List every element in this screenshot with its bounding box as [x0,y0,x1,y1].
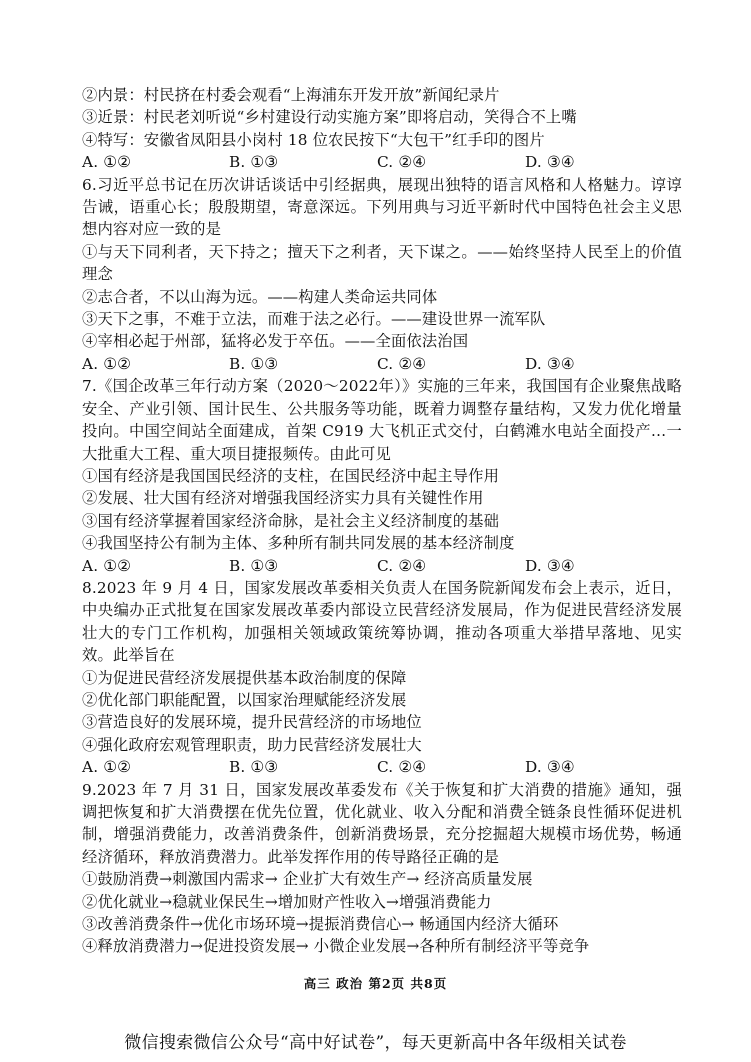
q8-option-b[interactable]: B. ①③ [229,758,279,777]
q6-options [82,353,682,375]
q9-item-2: ②优化就业→稳就业保民生→增加财产性收入→增强消费能力 [82,892,492,911]
q7-option-b[interactable]: B. ①③ [229,556,279,575]
q7-item-4: ④我国坚持公有制为主体、多种所有制共同发展的基本经济制度 [82,534,515,553]
q8-option-c[interactable]: C. ②④ [377,758,427,777]
q7-item-1: ①国有经济是我国国民经济的支柱，在国民经济中起主导作用 [82,466,500,485]
q7-option-a[interactable]: A. ①② [82,556,131,575]
q8-item-1: ①为促进民营经济发展提供基本政治制度的保障 [82,668,407,687]
q9-item-1: ①鼓励消费→刺激国内需求→ 企业扩大有效生产→ 经济高质量发展 [82,870,533,889]
q5-item-4: ④特写：安徽省凤阳县小岗村 18 位农民按下“大包干”红手印的图片 [82,130,545,149]
q7-item-2: ②发展、壮大国有经济对增强我国经济实力具有关键性作用 [82,489,484,508]
q6-option-b[interactable]: B. ①③ [229,354,279,373]
q7-option-d[interactable]: D. ③④ [525,556,575,575]
page-footer: 高三 政治 第2页 共8页 [303,976,448,991]
q8-option-a[interactable]: A. ①② [82,758,131,777]
q9-item-4: ④释放消费潜力→促进投资发展→ 小微企业发展→各种所有制经济平等竞争 [82,937,590,956]
exam-page [82,84,682,958]
q5-item-2: ②内景：村民挤在村委会观看“上海浦东开发开放”新闻纪录片 [82,86,500,104]
q8-item-2: ②优化部门职能配置，以国家治理赋能经济发展 [82,690,407,709]
q8-options [82,756,682,778]
q7-item-3: ③国有经济掌握着国家经济命脉，是社会主义经济制度的基础 [82,511,500,530]
q7-option-c[interactable]: C. ②④ [377,556,427,575]
q8-item-4: ④强化政府宏观管理职责，助力民营经济发展壮大 [82,735,422,754]
q5-option-c[interactable]: C. ②④ [377,153,427,172]
q6-option-c[interactable]: C. ②④ [377,354,427,373]
q5-item-3: ③近景：村民老刘听说“乡村建设行动实施方案”即将启动，笑得合不上嘴 [82,108,577,127]
q6-option-d[interactable]: D. ③④ [525,354,575,373]
q5-option-a[interactable]: A. ①② [82,153,131,172]
q9-stem: 9.2023 年 7 月 31 日，国家发展改革委发布《关于恢复和扩大消费的措施》通知，强调把恢复和扩大消费摆在优先位置，优化就业、收入分配和消费全链条良性循环促进机制，增强消费能力，改善消费条件，创新消费场景，充分挖掘超大规模市场优势，畅通经济循环，释放消费潜力。此举发挥作用的传导路径正确的是 [82,780,682,866]
q5-option-b[interactable]: B. ①③ [229,153,279,172]
promo-note: 微信搜索微信公众号“高中好试卷”，每天更新高中各年级相关试卷 [124,1033,627,1053]
q6-item-4: ④宰相必起于州部，猛将必发于卒伍。——全面依法治国 [82,332,469,351]
q9-item-3: ③改善消费条件→优化市场环境→提振消费信心→ 畅通国内经济大循环 [82,915,559,934]
q8-stem: 8.2023 年 9 月 4 日，国家发展改革委相关负责人在国务院新闻发布会上表示，近日，中央编办正式批复在国家发展改革委内部设立民营经济发展局，作为促进民营经济发展壮大的专门工作机构，加强相关领域政策统筹协调，推动各项重大举措早落地、见实效。此举旨在 [82,578,682,665]
q7-stem: 7.《国企改革三年行动方案（2020～2022年）》实施的三年来，我国国有企业聚焦战略安全、产业引领、国计民生、公共服务等功能，既着力调整存量结构，又发力优化增量投向。中国空间站全面建成，首架 C919 大飞机正式交付，白鹤滩水电站全面投产…一大批重大工程、重大项目捷报频传。由此可见 [82,377,682,463]
q6-item-1: ①与天下同利者，天下持之；擅天下之利者，天下谋之。——始终坚持人民至上的价值理念 [82,242,682,284]
q8-option-d[interactable]: D. ③④ [525,758,575,777]
q7-options [82,555,682,577]
q6-stem: 6.习近平总书记在历次讲话谈话中引经据典，展现出独特的语言风格和人格魅力。谆谆告诫，语重心长；殷殷期望，寄意深远。下列用典与习近平新时代中国特色社会主义思想内容对应一致的是 [82,175,682,239]
q6-item-2: ②志合者，不以山海为远。——构建人类命运共同体 [82,287,438,306]
q5-options [82,151,682,173]
q5-option-d[interactable]: D. ③④ [525,153,575,172]
q6-item-3: ③天下之事，不难于立法，而难于法之必行。——建设世界一流军队 [82,310,546,329]
q8-item-3: ③营造良好的发展环境，提升民营经济的市场地位 [82,713,422,732]
q6-option-a[interactable]: A. ①② [82,354,131,373]
